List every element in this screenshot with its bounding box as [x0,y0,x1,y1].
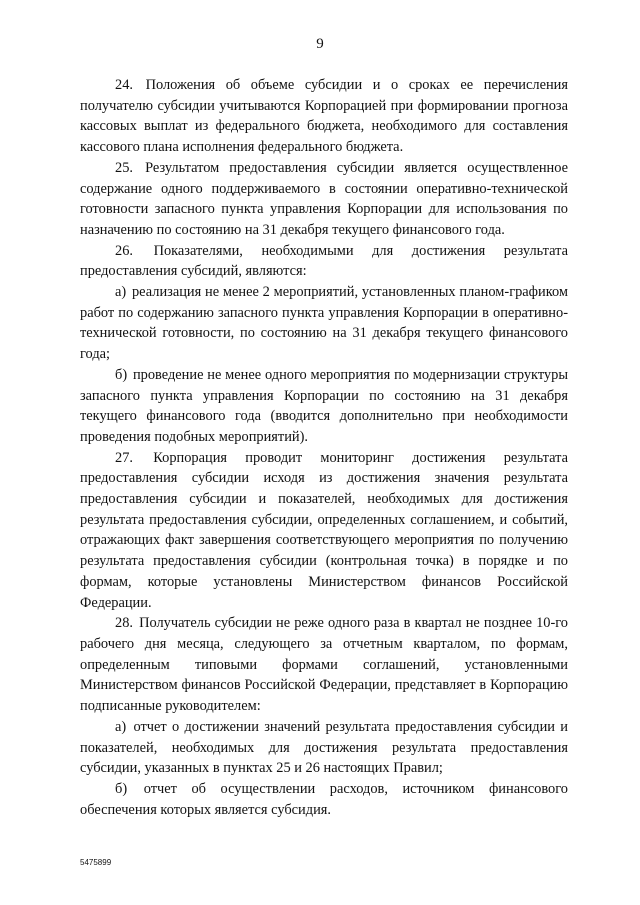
paragraph-text: Получатель субсидии не реже одного раза в квартал не позднее 10-го рабочего дня месяца, следующего за отчетным кварталом, по формам, определенным типовыми формами соглашений, установленными Министерством финансов Российской Федерации, представляет в Корпорацию подписанные руководителем: [80,615,568,715]
document-code: 5475899 [80,858,112,867]
paragraph-28 [80,613,568,717]
subparagraph-26-a [80,282,568,365]
paragraph-text: Корпорация проводит мониторинг достижения результата предоставления субсидии исходя из достижения значения результата предоставления субсидии и показателей, необходимых для достижения результата предоставления субсидии, определенных соглашением, и событий, отражающих факт завершения соответствующего мероприятия по получению результата предоставления субсидии (контрольная точка) в порядке и по формам, которые установлены Министерством финансов Российской Федерации. [80,449,568,611]
paragraph-27 [80,448,568,614]
subparagraph-marker: б) [115,366,128,383]
subparagraph-marker: б) [115,780,128,797]
subparagraph-marker: а) [115,718,127,735]
paragraph-24 [80,75,568,158]
subparagraph-marker: а) [115,284,127,301]
paragraph-text: Показателями, необходимыми для достижения результата предоставления субсидий, являются: [80,242,568,280]
paragraph-text: Положения об объеме субсидии и о сроках ее перечисления получателю субсидии учитываются Корпорацией при формировании прогноза кассовых выплат из федерального бюджета, необходимого для составления кассового плана исполнения федерального бюджета. [80,77,568,156]
paragraph-25 [80,158,568,241]
page-number: 9 [316,36,324,52]
paragraph-marker: 27. [115,449,133,466]
paragraph-marker: 25. [115,159,133,176]
subparagraph-28-a [80,717,568,779]
subparagraph-28-b [80,779,568,820]
subparagraph-text: проведение не менее одного мероприятия по модернизации структуры запасного пункта управления Корпорации по состоянию на 31 декабря текущего финансового года (вводится дополнительно при необходимости проведения подобных мероприятий). [80,366,568,445]
subparagraph-text: отчет о достижении значений результата предоставления субсидии и показателей, необходимых для достижения результата предоставления субсидии, указанных в пунктах 25 и 26 настоящих Правил; [80,718,568,777]
paragraph-marker: 24. [115,77,133,93]
subparagraph-text: реализация не менее 2 мероприятий, установленных планом-графиком работ по содержанию запасного пункта управления Корпорации в оперативно-технической готовности, по состоянию на 31 декабря текущего финансового года; [80,284,568,363]
paragraph-26 [80,241,568,282]
subparagraph-26-b [80,365,568,448]
paragraph-marker: 26. [115,242,133,259]
paragraph-text: Результатом предоставления субсидии является осуществленное содержание одного поддерживаемого в состоянии оперативно-технической готовности запасного пункта управления Корпорации для использования по назначению по состоянию на 31 декабря текущего финансового года. [80,159,568,238]
subparagraph-text: отчет об осуществлении расходов, источником финансового обеспечения которых является субсидия. [80,780,568,818]
paragraph-marker: 28. [115,615,133,632]
document-body [80,75,568,820]
